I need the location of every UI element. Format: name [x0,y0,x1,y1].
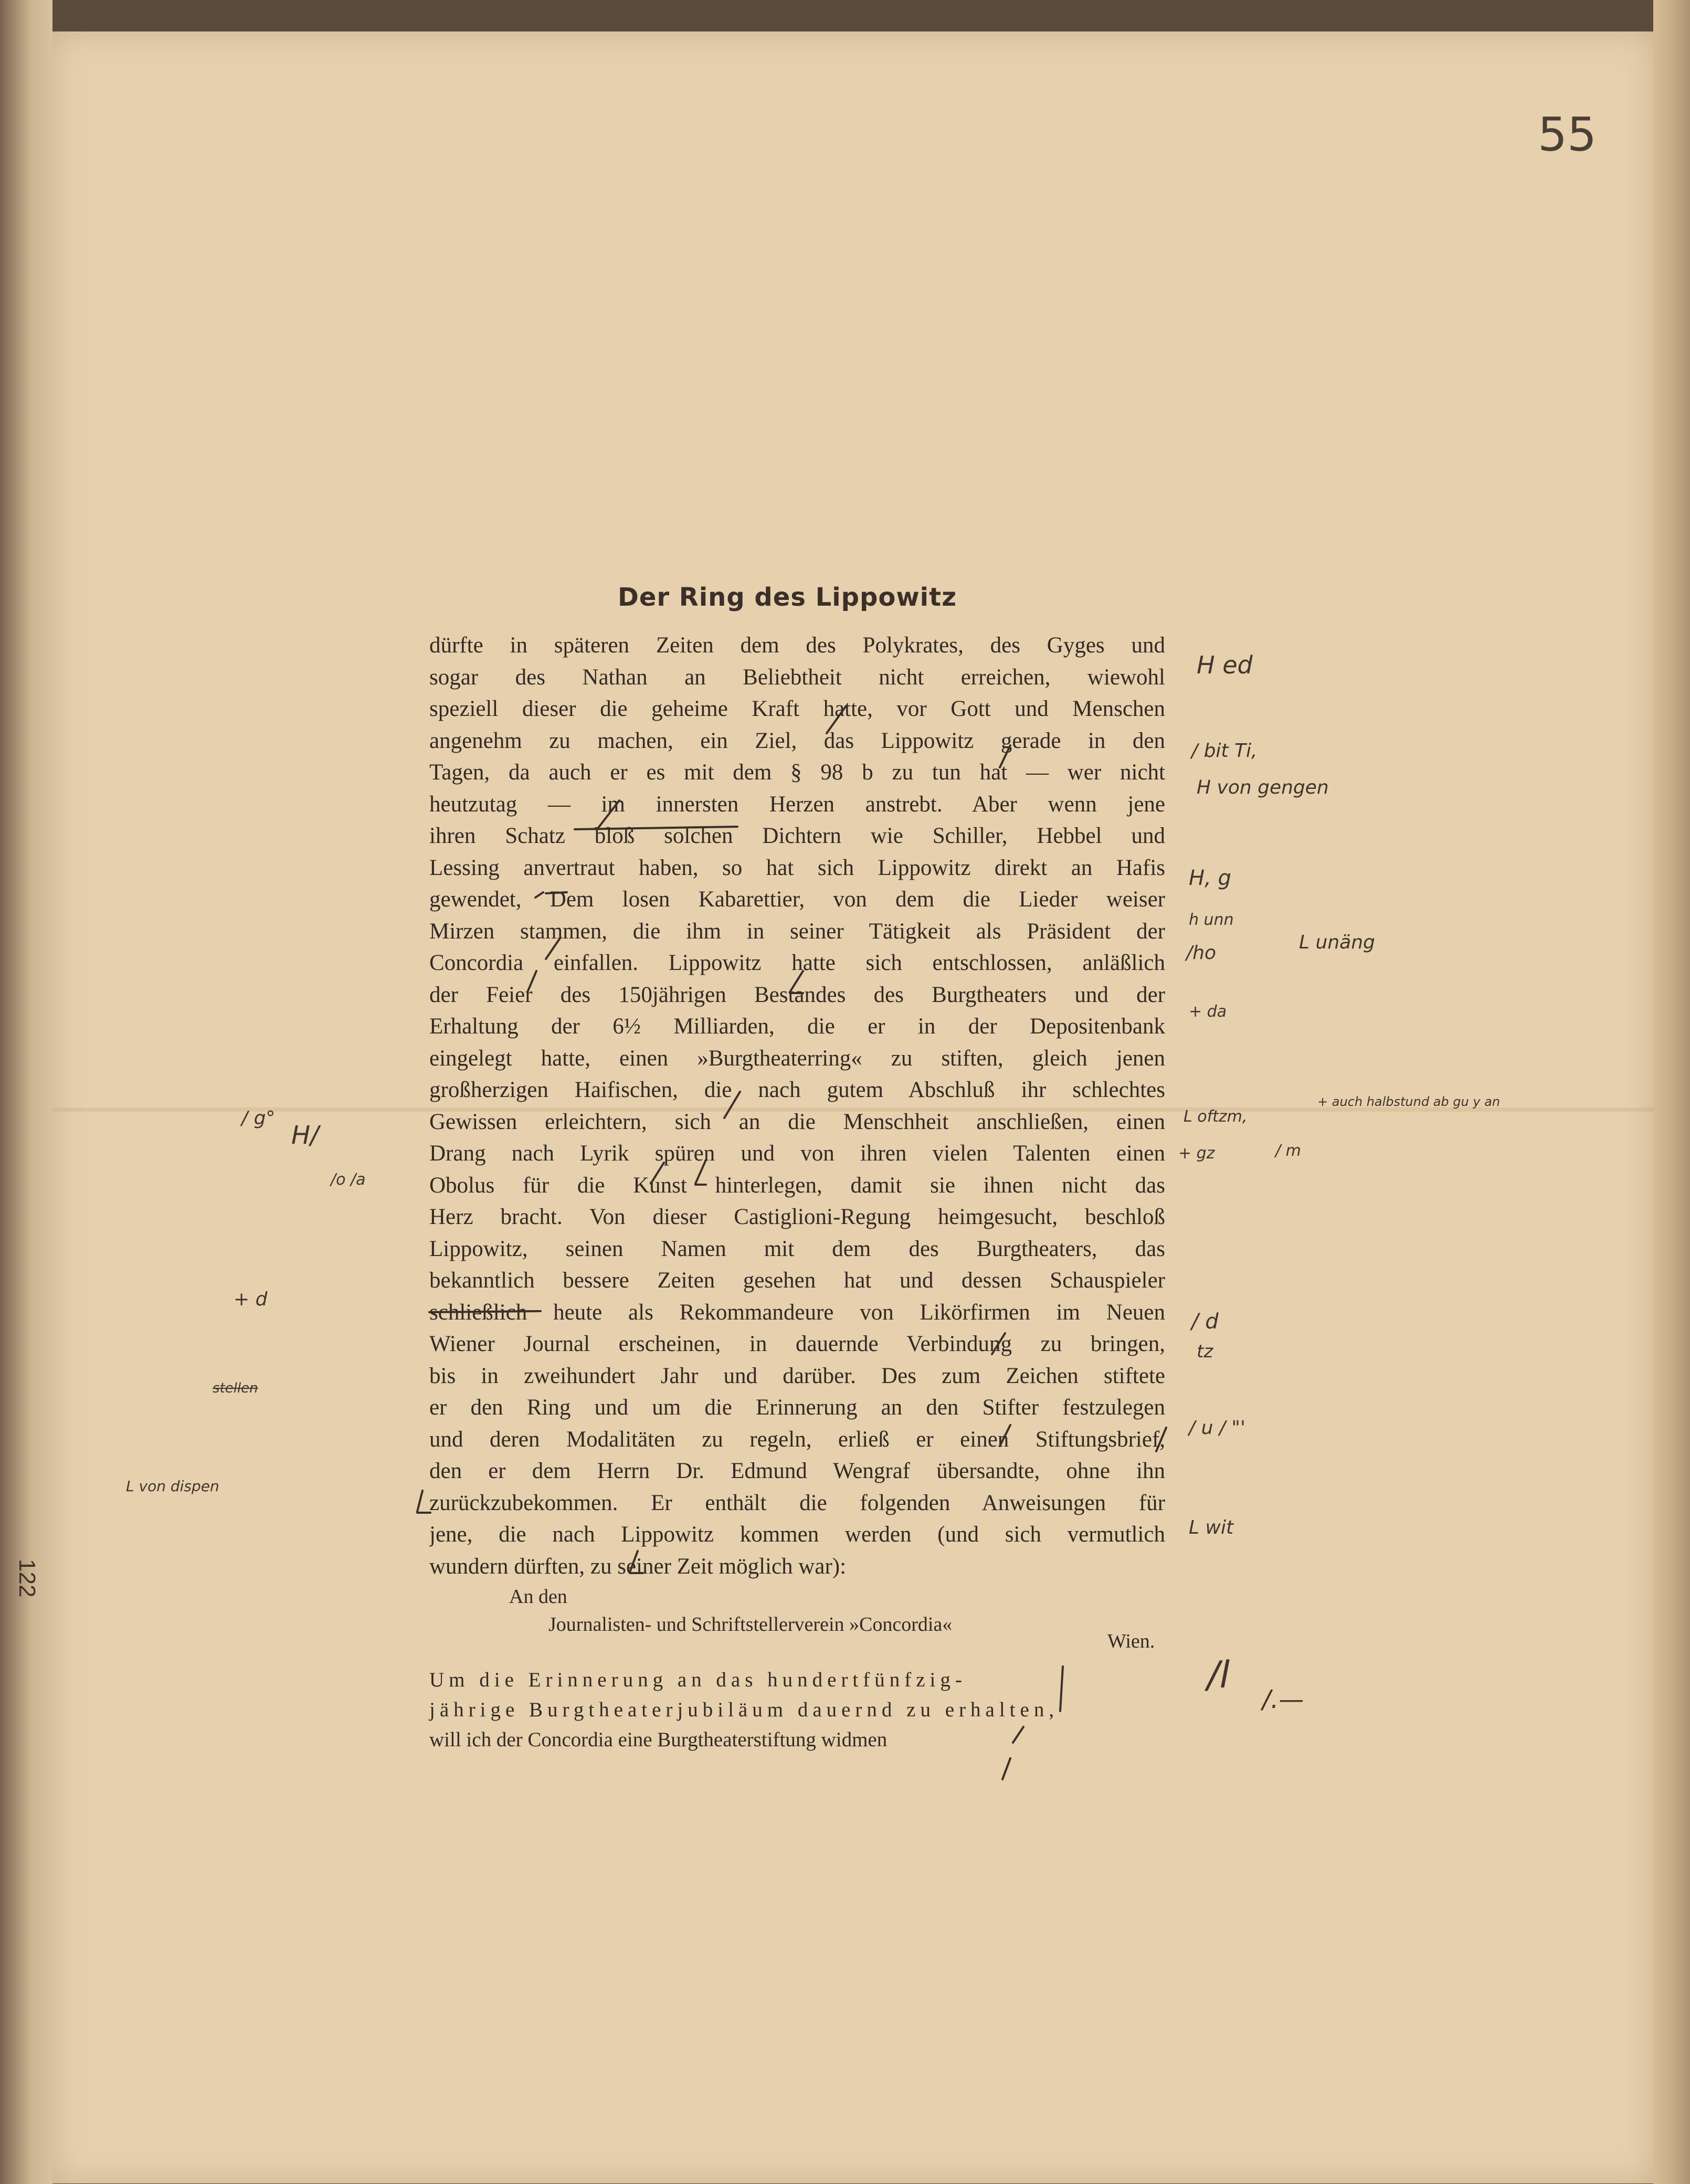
margin-note: / m [1275,1142,1301,1160]
margin-note: + da [1189,1003,1227,1021]
body-line: Tagen, da auch er es mit dem § 98 b zu tun hat — wer nicht [429,760,1165,785]
body-line: Mirzen stammen, die ihm in seiner Tätigkeit als Präsident der [429,919,1165,944]
margin-note: stellen [213,1380,258,1396]
body-line: heutzutag — im innersten Herzen anstrebt. Aber wenn jene [429,792,1165,817]
side-page-number: 122 [14,1559,40,1598]
insertion-mark [790,971,803,993]
handwritten-page-number: 55 [1538,108,1597,162]
margin-note: / u / "' [1189,1417,1245,1439]
margin-note: /ho [1186,942,1216,964]
margin-note: /.— [1262,1685,1304,1714]
margin-note: H ed [1197,651,1253,679]
body-line: wundern dürften, zu seiner Zeit möglich war): [429,1554,847,1579]
body-line: er den Ring und um die Erinnerung an den Stifter festzulegen [429,1395,1165,1420]
body-line: sogar des Nathan an Beliebtheit nicht erreichen, wiewohl [429,664,1165,690]
margin-note: H, g [1189,866,1231,890]
margin-note: H von gengen [1197,777,1329,798]
body-line: speziell dieser die geheime Kraft hatte, vor Gott und Menschen [429,697,1165,721]
body-line: der Feier des 150jährigen Bestandes des Burgtheaters und der [429,982,1165,1007]
insertion-slash-mark [1002,1727,1023,1779]
body-line: bekanntlich bessere Zeiten gesehen hat und dessen Schauspieler [429,1268,1165,1293]
body-line: und deren Modalitäten zu regeln, erließ er einen Stiftungsbrief, [429,1427,1165,1452]
insertion-slash-mark [724,1092,740,1118]
article-title: Der Ring des Lippowitz [617,583,957,612]
insertion-slash-mark [992,1333,1005,1354]
letter-line: Um die Erinnerung an das hundertfünfzig- [429,1669,967,1691]
insertion-slash-mark [827,706,846,733]
body-line: gewendet, Dem losen Kabarettier, von dem die Lieder weiser [429,887,1165,912]
margin-note: + gz [1178,1144,1215,1163]
insertion-slash-mark [1000,1425,1010,1446]
body-line: dürfte in späteren Zeiten dem des Polykrates, des Gyges und [429,633,1165,658]
margin-note: h unn [1189,911,1234,929]
margin-note: + auch halbstund ab gu y an [1317,1094,1501,1109]
margin-note: / d [1191,1310,1219,1334]
body-line: den er dem Herrn Dr. Edmund Wengraf übersandte, ohne ihn [429,1459,1165,1483]
margin-note: tz [1197,1341,1213,1362]
strikethrough-mark [429,1311,541,1312]
margin-note: + d [234,1289,268,1310]
margin-note: / g° [241,1107,276,1129]
body-line: Concordia einfallen. Lippowitz hatte sich entschlossen, anläßlich [429,951,1165,975]
insertion-slash-mark [651,1163,664,1184]
margin-note: H/ [291,1121,319,1150]
letter-line: will ich der Concordia eine Burgtheaterstiftung widmen [429,1728,888,1751]
body-line: Lessing anvertraut haben, so hat sich Lippowitz direkt an Hafis [429,855,1165,880]
insertion-slash-mark [1156,1428,1166,1451]
body-line: Herz bracht. Von dieser Castiglioni-Regung heimgesucht, beschloß [429,1205,1165,1229]
address-line-3: Wien. [1107,1630,1155,1652]
margin-note: L wit [1189,1517,1234,1538]
body-line: zurückzubekommen. Er enthält die folgenden Anweisungen für [429,1490,1165,1515]
margin-note: L oftzm, [1184,1107,1248,1126]
margin-note: L von dispen [126,1478,219,1495]
margin-note: / bit Ti, [1191,740,1258,762]
insertion-slash-mark [527,971,536,992]
address-line-1: An den [509,1586,567,1608]
body-line: angenehm zu machen, ein Ziel, das Lippowitz gerade in den [429,728,1165,753]
address-line-2: Journalisten- und Schriftstellerverein »Concordia« [548,1613,953,1636]
insertion-mark [695,1160,706,1185]
body-line: ihren Schatz bloß solchen Dichtern wie Schiller, Hebbel und [429,824,1165,848]
margin-note: /o /a [331,1170,366,1189]
body-line: großherzigen Haifischen, die nach gutem Abschluß ihr schlechtes [429,1078,1165,1102]
insertion-mark [417,1491,430,1513]
body-line: jene, die nach Lippowitz kommen werden (und sich vermutlich [429,1522,1165,1547]
insertion-mark [630,1551,643,1573]
body-line: Erhaltung der 6½ Milliarden, die er in der Depositenbank [429,1014,1165,1039]
body-line: Obolus für die Kunst hinterlegen, damit sie ihnen nicht das [429,1173,1165,1198]
insertion-stroke-mark [1060,1666,1063,1711]
body-line: Gewissen erleichtern, sich an die Menschheit anschließen, einen [429,1109,1165,1134]
margin-note: L unäng [1299,932,1375,953]
letter-line: jährige Burgtheaterjubiläum dauernd zu erhalten, [429,1698,1059,1721]
body-line: bis in zweihundert Jahr und darüber. Des zum Zeichen stiftete [429,1363,1165,1388]
insertion-mark [535,892,567,898]
body-line: Lippowitz, seinen Namen mit dem des Burgtheaters, das [429,1236,1165,1261]
body-line: Wiener Journal erscheinen, in dauernde Verbindung zu bringen, [429,1332,1165,1356]
insertion-slash-mark [598,800,619,828]
insertion-slash-mark [546,937,561,959]
body-line: schließlich heute als Rekommandeure von Likörfirmen im Neuen [429,1300,1165,1325]
insertion-slash-mark [1000,745,1010,767]
margin-note: /l [1207,1653,1230,1696]
body-line: eingelegt hatte, einen »Burgtheaterring« zu stiften, gleich jenen [429,1046,1165,1071]
body-line: Drang nach Lyrik spüren und von ihren vielen Talenten einen [429,1141,1165,1166]
